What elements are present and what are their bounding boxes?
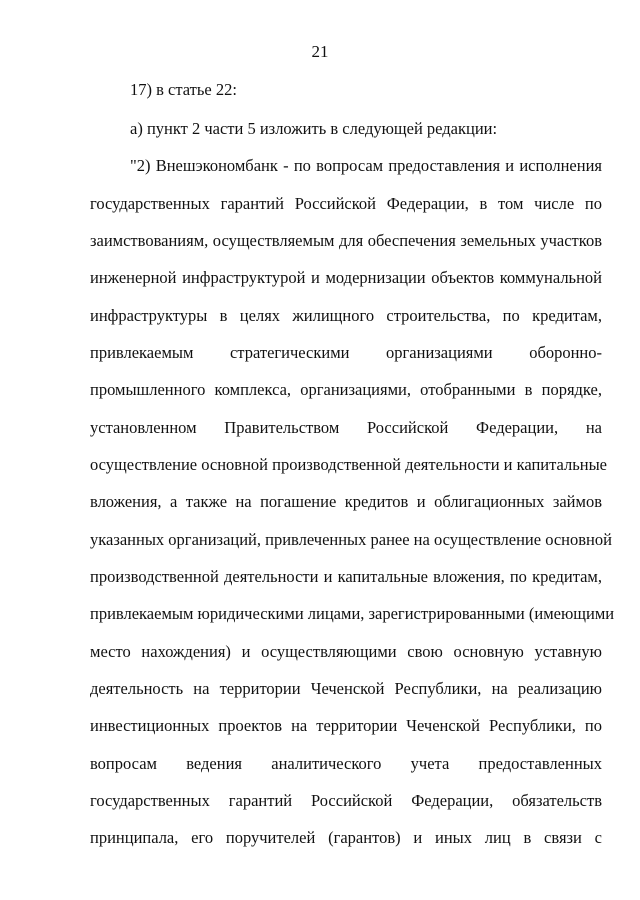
text-line: инженерной инфраструктурой и модернизации объектов коммунальной xyxy=(90,268,602,287)
text-line: инфраструктуры в целях жилищного строительства, по кредитам, xyxy=(90,306,602,325)
page-number: 21 xyxy=(311,42,329,61)
text-line: вложения, а также на погашение кредитов и облигационных займов xyxy=(90,492,602,511)
text-line: деятельность на территории Чеченской Республики, на реализацию xyxy=(90,679,602,698)
text-line: указанных организаций, привлеченных ранее на осуществление основной xyxy=(90,530,612,549)
list-item-17: 17) в статье 22: xyxy=(130,80,237,99)
sub-item-a: а) пункт 2 части 5 изложить в следующей редакции: xyxy=(130,119,498,138)
text-line: привлекаемым стратегическими организациями оборонно- xyxy=(90,343,602,362)
text-line: государственных гарантий Российской Федерации, в том числе по xyxy=(90,194,602,213)
text-line: государственных гарантий Российской Федерации, обязательств xyxy=(90,791,602,810)
text-line: вопросам ведения аналитического учета предоставленных xyxy=(90,754,602,773)
text-line: осуществление основной производственной деятельности и капитальные xyxy=(90,455,608,474)
text-line: инвестиционных проектов на территории Чеченской Республики, по xyxy=(90,716,602,735)
text-line: производственной деятельности и капитальные вложения, по кредитам, xyxy=(90,567,602,586)
text-line: заимствованиям, осуществляемым для обеспечения земельных участков xyxy=(90,231,602,250)
text-line: место нахождения) и осуществляющими свою основную уставную xyxy=(90,642,602,661)
text-line: установленном Правительством Российской Федерации, на xyxy=(90,418,602,437)
text-line: принципала, его поручителей (гарантов) и иных лиц в связи с xyxy=(90,828,602,847)
text-line: привлекаемым юридическими лицами, зарегистрированными (имеющими xyxy=(90,604,615,623)
text-line: промышленного комплекса, организациями, отобранными в порядке, xyxy=(90,380,602,399)
quoted-text-line: "2) Внешэкономбанк - по вопросам предоставления и исполнения xyxy=(130,156,602,175)
